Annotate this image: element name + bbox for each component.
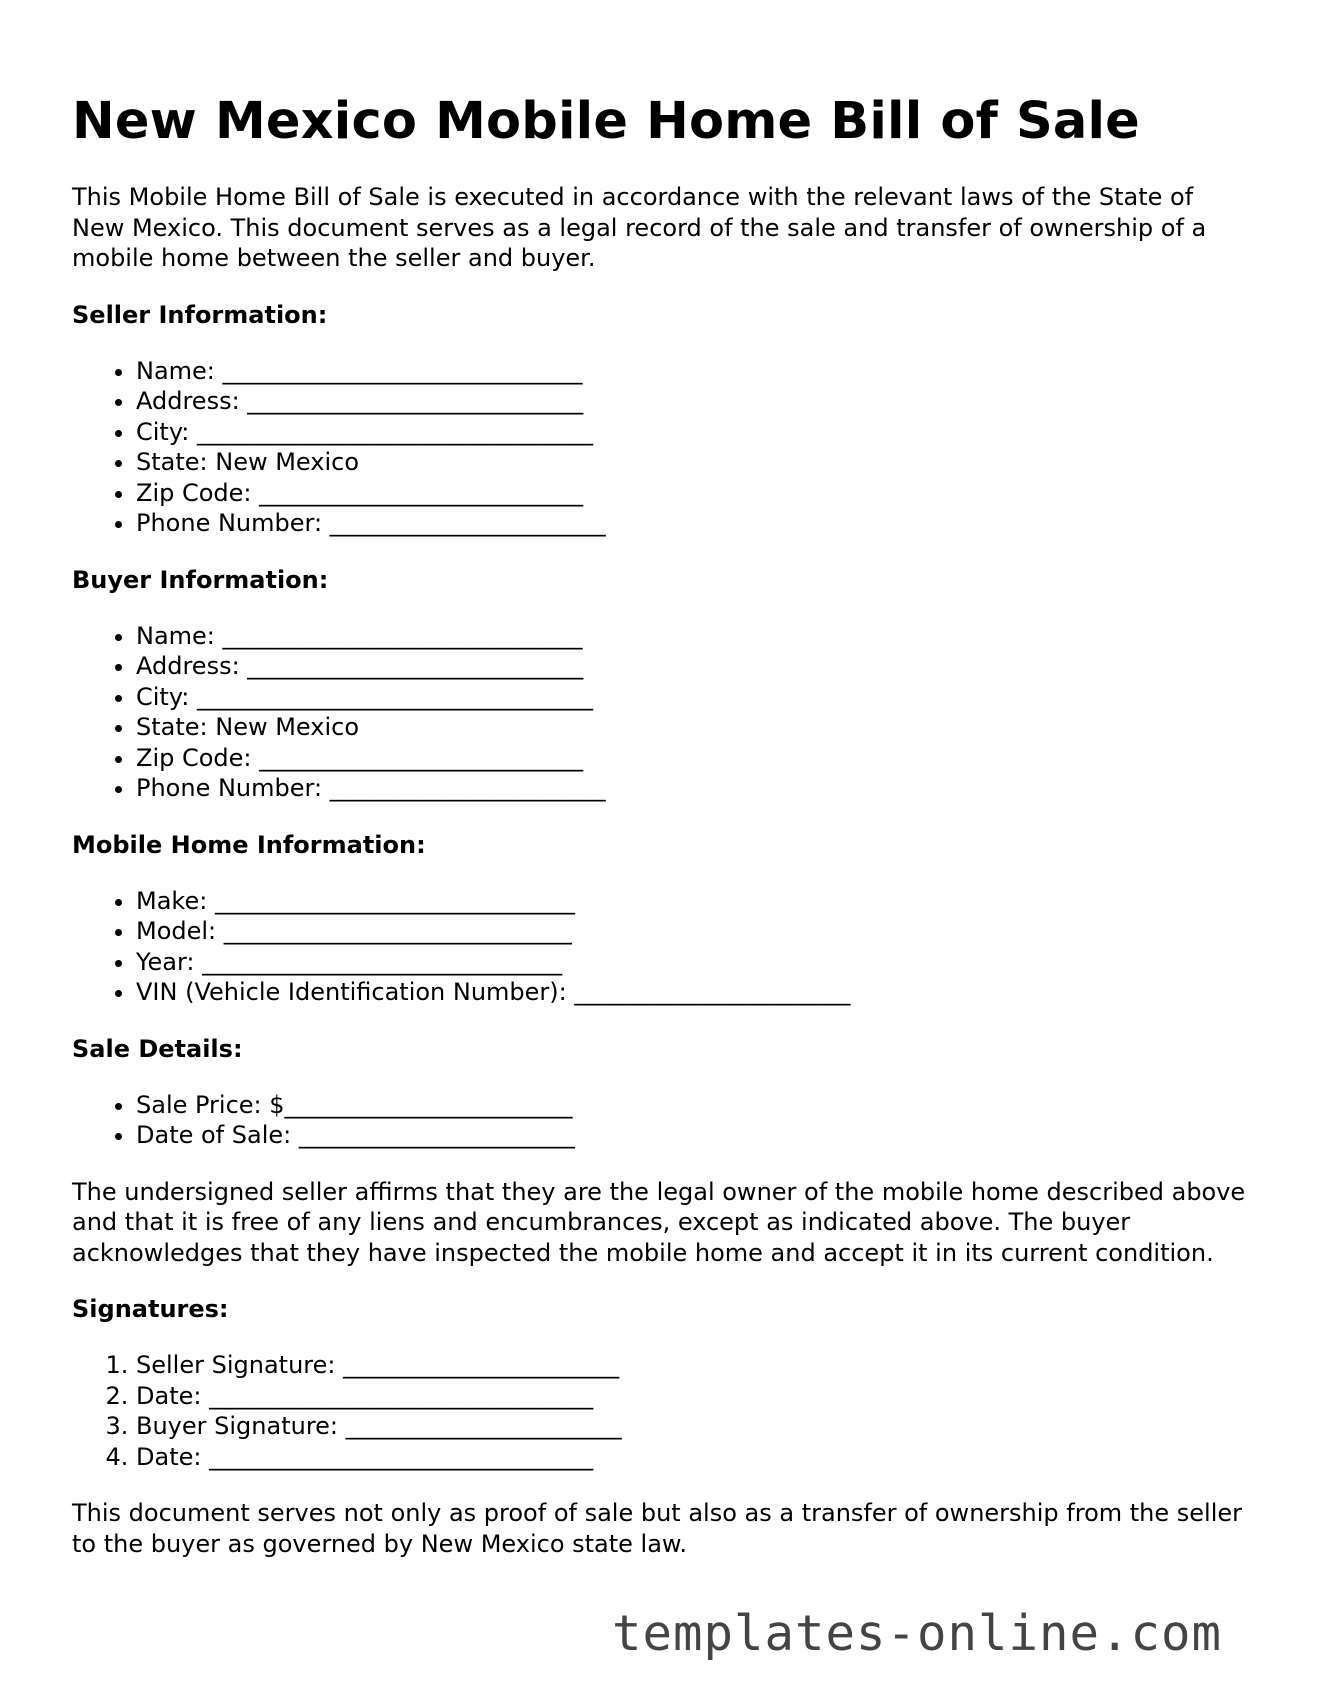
mobile-home-list (72, 886, 1252, 1008)
signatures-list (72, 1350, 1252, 1472)
buyer-city-field: • City: _________________________________ (136, 682, 1252, 713)
buyer-address-field: • Address: ____________________________ (136, 651, 1252, 682)
buyer-state-field: • State: New Mexico (136, 712, 1252, 743)
document-page (72, 0, 1252, 1559)
model-field: • Model: _____________________________ (136, 916, 1252, 947)
seller-address-field: • Address: ____________________________ (136, 386, 1252, 417)
intro-paragraph: This Mobile Home Bill of Sale is executed in accordance with the relevant laws of the State of New Mexico. This document serves as a legal record of the sale and transfer of ownership of a mobile home between the seller and buyer. (72, 183, 1207, 272)
watermark-text: templates-online.com (612, 1605, 1223, 1662)
buyer-list (72, 621, 1252, 804)
seller-signature-field: 1. Seller Signature: _______________________ (136, 1350, 1252, 1381)
mobile-home-heading: Mobile Home Information: (72, 830, 426, 859)
year-field: • Year: ______________________________ (136, 947, 1252, 978)
vin-field: • VIN (Vehicle Identification Number): _______________________ (136, 977, 1252, 1008)
seller-heading: Seller Information: (72, 300, 328, 329)
closing-paragraph: This document serves not only as proof of sale but also as a transfer of ownership from the seller to the buyer as governed by New Mexico state law. (72, 1499, 1243, 1558)
seller-city-field: • City: _________________________________ (136, 417, 1252, 448)
sale-details-heading: Sale Details: (72, 1034, 243, 1063)
date-of-sale-field: • Date of Sale: _______________________ (136, 1120, 1252, 1151)
seller-name-field: • Name: ______________________________ (136, 356, 1252, 387)
seller-date-field: 2. Date: ________________________________ (136, 1381, 1252, 1412)
buyer-date-field: 4. Date: ________________________________ (136, 1442, 1252, 1473)
seller-phone-field: • Phone Number: _______________________ (136, 508, 1252, 539)
seller-list (72, 356, 1252, 539)
buyer-name-field: • Name: ______________________________ (136, 621, 1252, 652)
buyer-heading: Buyer Information: (72, 565, 329, 594)
buyer-phone-field: • Phone Number: _______________________ (136, 773, 1252, 804)
sale-price-field: • Sale Price: $________________________ (136, 1090, 1252, 1121)
seller-state-field: • State: New Mexico (136, 447, 1252, 478)
buyer-zip-field: • Zip Code: ___________________________ (136, 743, 1252, 774)
seller-zip-field: • Zip Code: ___________________________ (136, 478, 1252, 509)
signatures-heading: Signatures: (72, 1295, 229, 1323)
sale-details-list (72, 1090, 1252, 1151)
affirmation-paragraph: The undersigned seller affirms that they are the legal owner of the mobile home described above and that it is free of any liens and encumbrances, except as indicated above. The buyer acknowledges that they have inspected the mobile home and accept it in its current condition. (72, 1177, 1246, 1267)
document-title: New Mexico Mobile Home Bill of Sale (72, 92, 1140, 151)
make-field: • Make: ______________________________ (136, 886, 1252, 917)
buyer-signature-field: 3. Buyer Signature: _______________________ (136, 1411, 1252, 1442)
